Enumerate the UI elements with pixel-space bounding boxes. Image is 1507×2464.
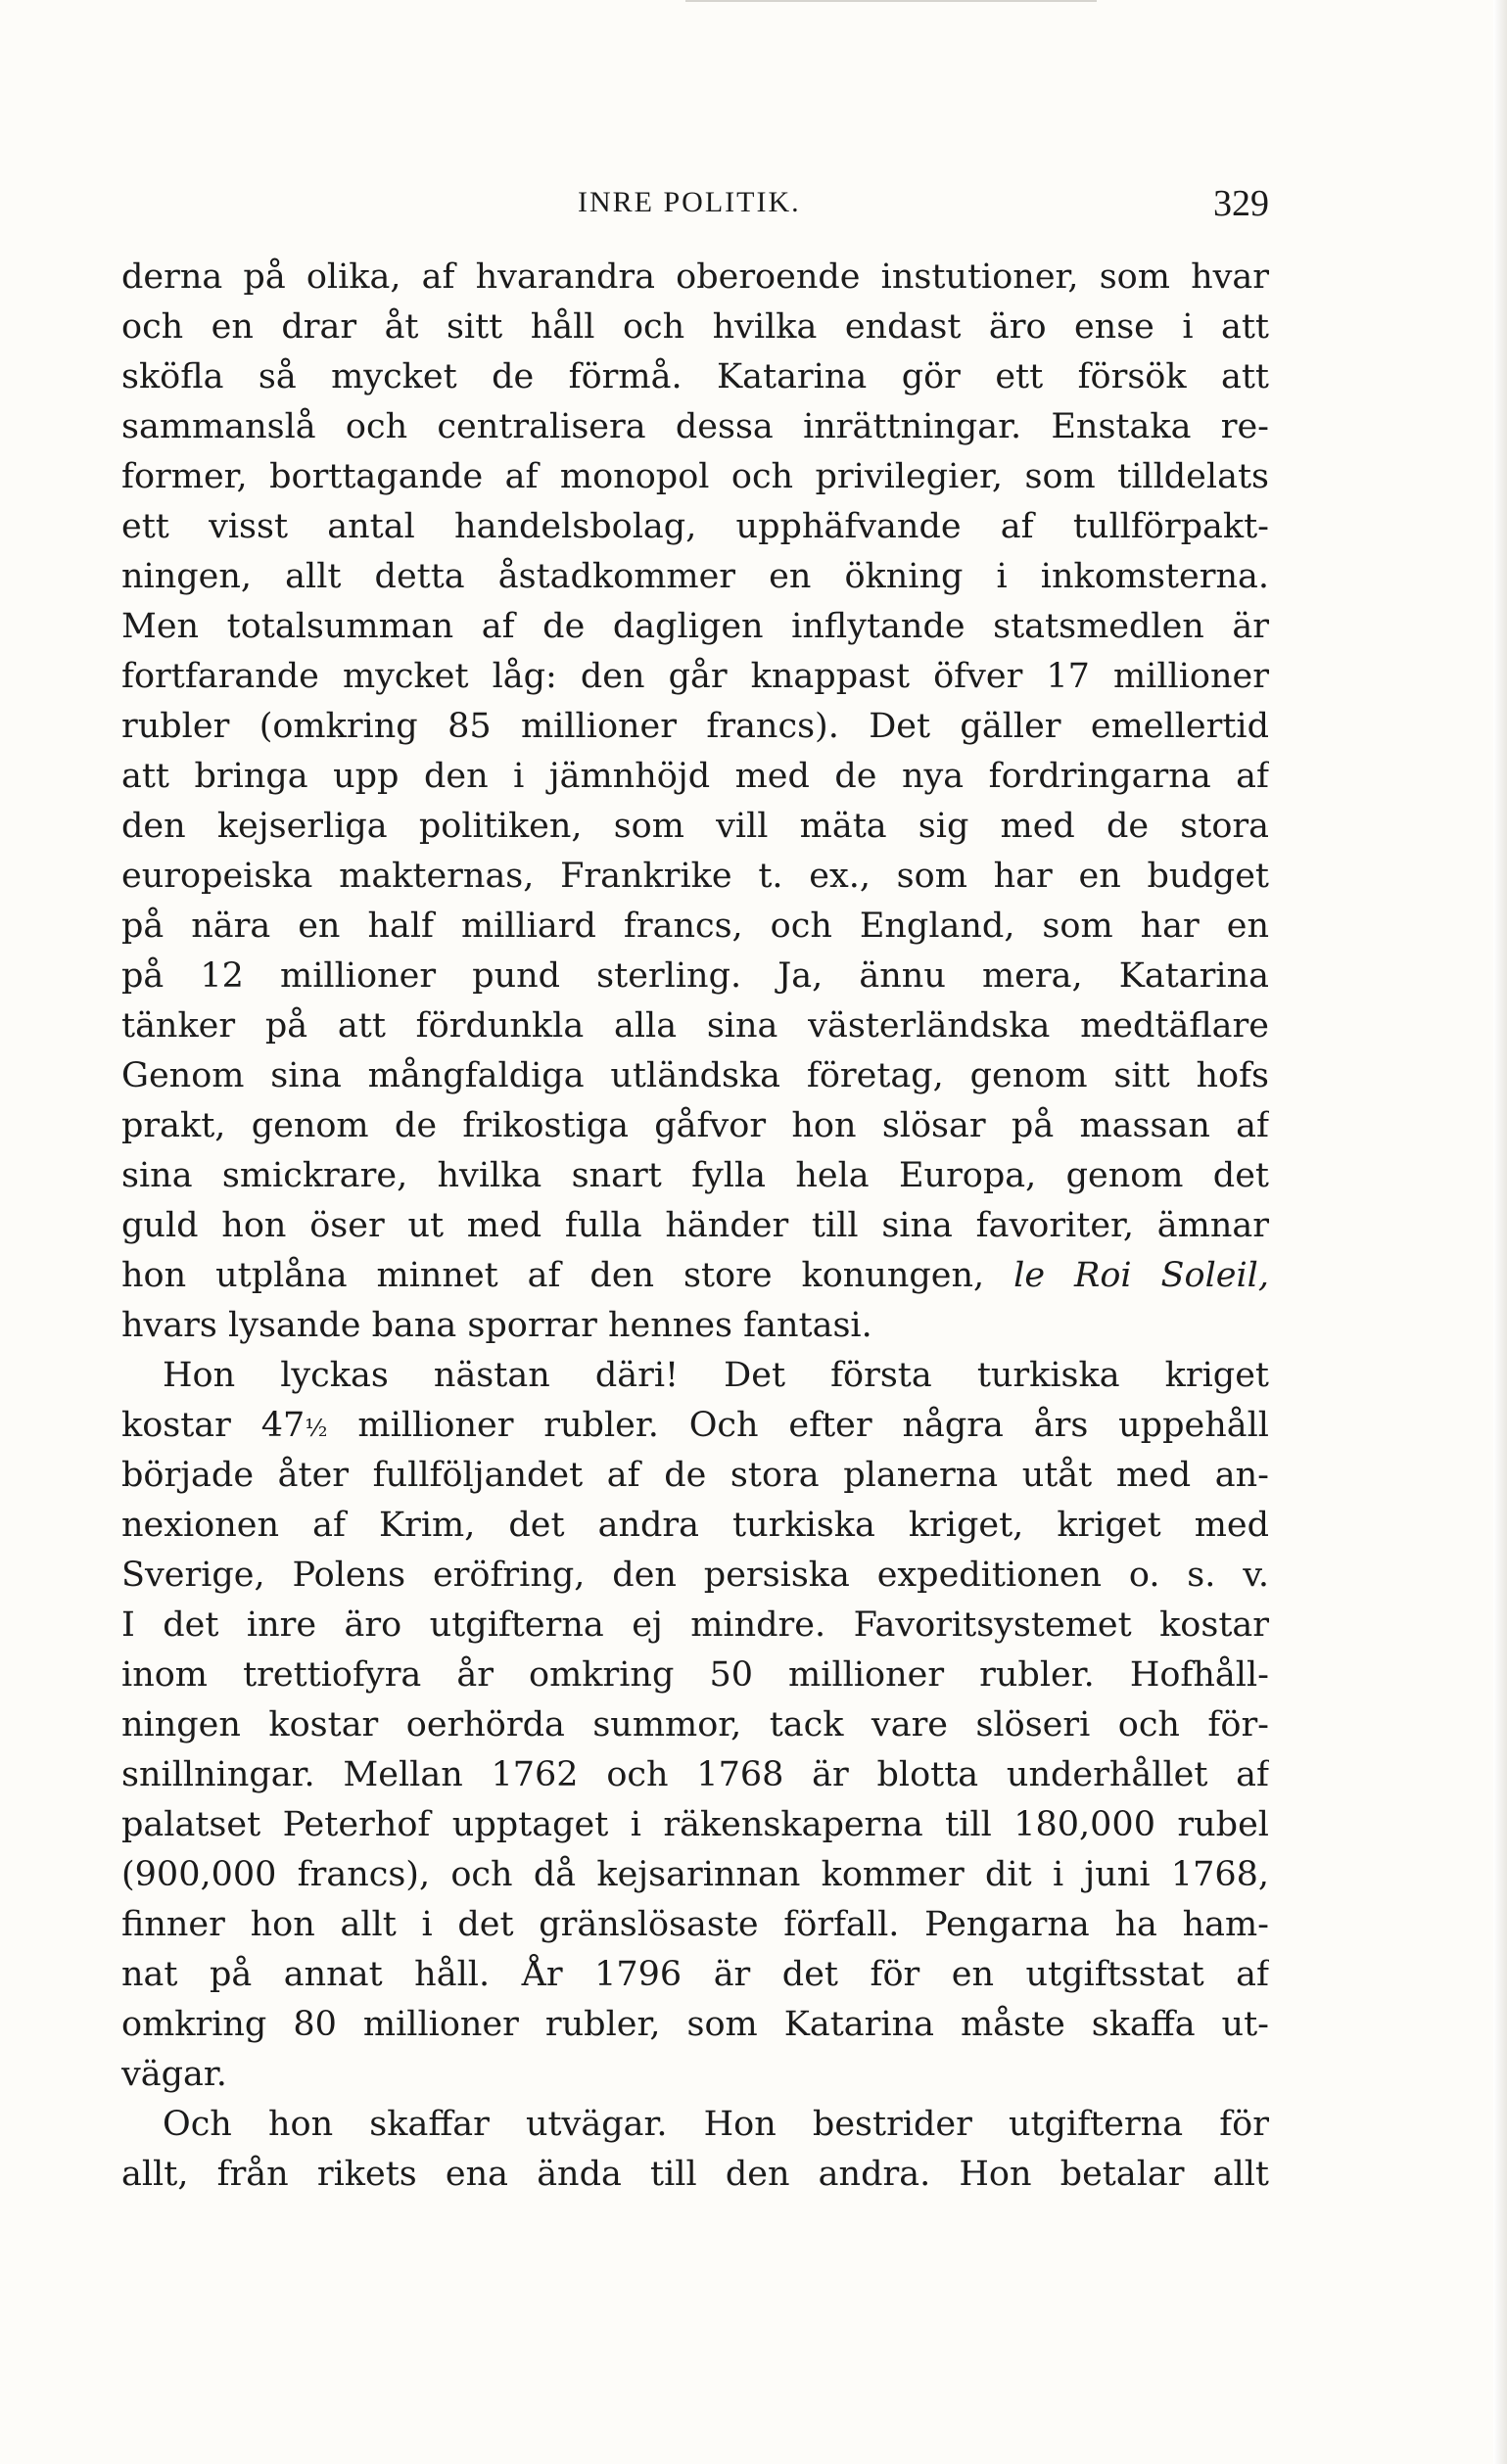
text-line: sammanslå och centralisera dessa inrättningar. Enstaka re- <box>121 407 1269 446</box>
text-line: ningen kostar oerhörda summor, tack vare slöseri och för- <box>121 1705 1269 1744</box>
text-line: tänker på att fördunkla alla sina västerländska medtäflare <box>121 1006 1269 1046</box>
text-line: prakt, genom de frikostiga gåfvor hon slösar på massan af <box>121 1106 1269 1145</box>
running-head: INRE POLITIK. <box>578 186 801 218</box>
text-line: Men totalsumman af de dagligen inflytande statsmedlen är <box>121 607 1269 646</box>
text-line: ningen, allt detta åstadkommer en ökning i inkomsterna. <box>121 557 1269 596</box>
text-line: började åter fullföljandet af de stora planerna utåt med an- <box>121 1456 1269 1495</box>
text-line: I det inre äro utgifterna ej mindre. Favoritsystemet kostar <box>121 1605 1269 1645</box>
text-line: palatset Peterhof upptaget i räkenskaperna till 180,000 rubel <box>121 1805 1269 1844</box>
text-line: på nära en half milliard francs, och England, som har en <box>121 907 1269 946</box>
text-line: snillningar. Mellan 1762 och 1768 är blotta underhållet af <box>121 1755 1269 1794</box>
text-line: nat på annat håll. År 1796 är det för en utgiftsstat af <box>121 1955 1269 1994</box>
text-line: (900,000 francs), och då kejsarinnan kommer dit i juni 1768, <box>121 1855 1269 1894</box>
text-line: Genom sina mångfaldiga utländska företag, genom sitt hofs <box>121 1056 1269 1095</box>
text-line: att bringa upp den i jämnhöjd med de nya fordringarna af <box>121 757 1269 796</box>
text-line: och en drar åt sitt håll och hvilka endast äro ense i att <box>121 307 1269 347</box>
text-line: sköfla så mycket de förmå. Katarina gör ett försök att <box>121 357 1269 396</box>
text-segment: hon utplåna minnet af den store konungen, <box>121 1256 985 1295</box>
paragraph-start-line: Och hon skaffar utvägar. Hon bestrider utgifterna för <box>163 2105 1269 2144</box>
text-line: finner hon allt i det gränslösaste förfall. Pengarna ha ham- <box>121 1905 1269 1944</box>
text-line: den kejserliga politiken, som vill mäta sig med de stora <box>121 807 1269 846</box>
page-header <box>121 183 1269 235</box>
text-line: på 12 millioner pund sterling. Ja, ännu mera, Katarina <box>121 956 1269 996</box>
text-line: omkring 80 millioner rubler, som Katarina måste skaffa ut- <box>121 2005 1269 2044</box>
text-line: fortfarande mycket låg: den går knappast öfver 17 millioner <box>121 657 1269 696</box>
text-segment: kostar 47 <box>121 1406 306 1445</box>
text-line: ett visst antal handelsbolag, upphäfvande af tullförpakt- <box>121 507 1269 546</box>
text-line: Sverige, Polens eröfring, den persiska expeditionen o. s. v. <box>121 1556 1269 1595</box>
text-line: vägar. <box>121 2055 227 2094</box>
text-line: derna på olika, af hvarandra oberoende instutioner, som hvar <box>121 257 1269 297</box>
page-edge-shadow <box>1493 0 1507 2464</box>
text-line: allt, från rikets ena ända till den andra. Hon betalar allt <box>121 2155 1269 2194</box>
text-line: rubler (omkring 85 millioner francs). Det gäller emellertid <box>121 707 1269 746</box>
paragraph-start-line: Hon lyckas nästan däri! Det första turkiska kriget <box>163 1356 1269 1395</box>
text-line <box>121 1401 1269 1451</box>
italic-phrase: le Roi Soleil, <box>1013 1256 1269 1295</box>
page-number: 329 <box>1213 183 1269 224</box>
text-line: guld hon öser ut med fulla händer till sina favoriter, ämnar <box>121 1206 1269 1245</box>
body-text <box>121 253 1269 2200</box>
scan-edge-line <box>685 0 1097 2</box>
text-segment: millioner rubler. Och efter några års uppehåll <box>327 1406 1269 1445</box>
text-line: europeiska makternas, Frankrike t. ex., som har en budget <box>121 857 1269 896</box>
text-line: former, borttagande af monopol och privilegier, som tilldelats <box>121 457 1269 496</box>
text-line: nexionen af Krim, det andra turkiska kriget, kriget med <box>121 1506 1269 1545</box>
text-line <box>121 1251 1269 1301</box>
text-line: hvars lysande bana sporrar hennes fantasi. <box>121 1306 872 1345</box>
text-line: inom trettiofyra år omkring 50 millioner rubler. Hofhåll- <box>121 1655 1269 1695</box>
text-line: sina smickrare, hvilka snart fylla hela Europa, genom det <box>121 1156 1269 1195</box>
fraction: ½ <box>305 1415 328 1442</box>
